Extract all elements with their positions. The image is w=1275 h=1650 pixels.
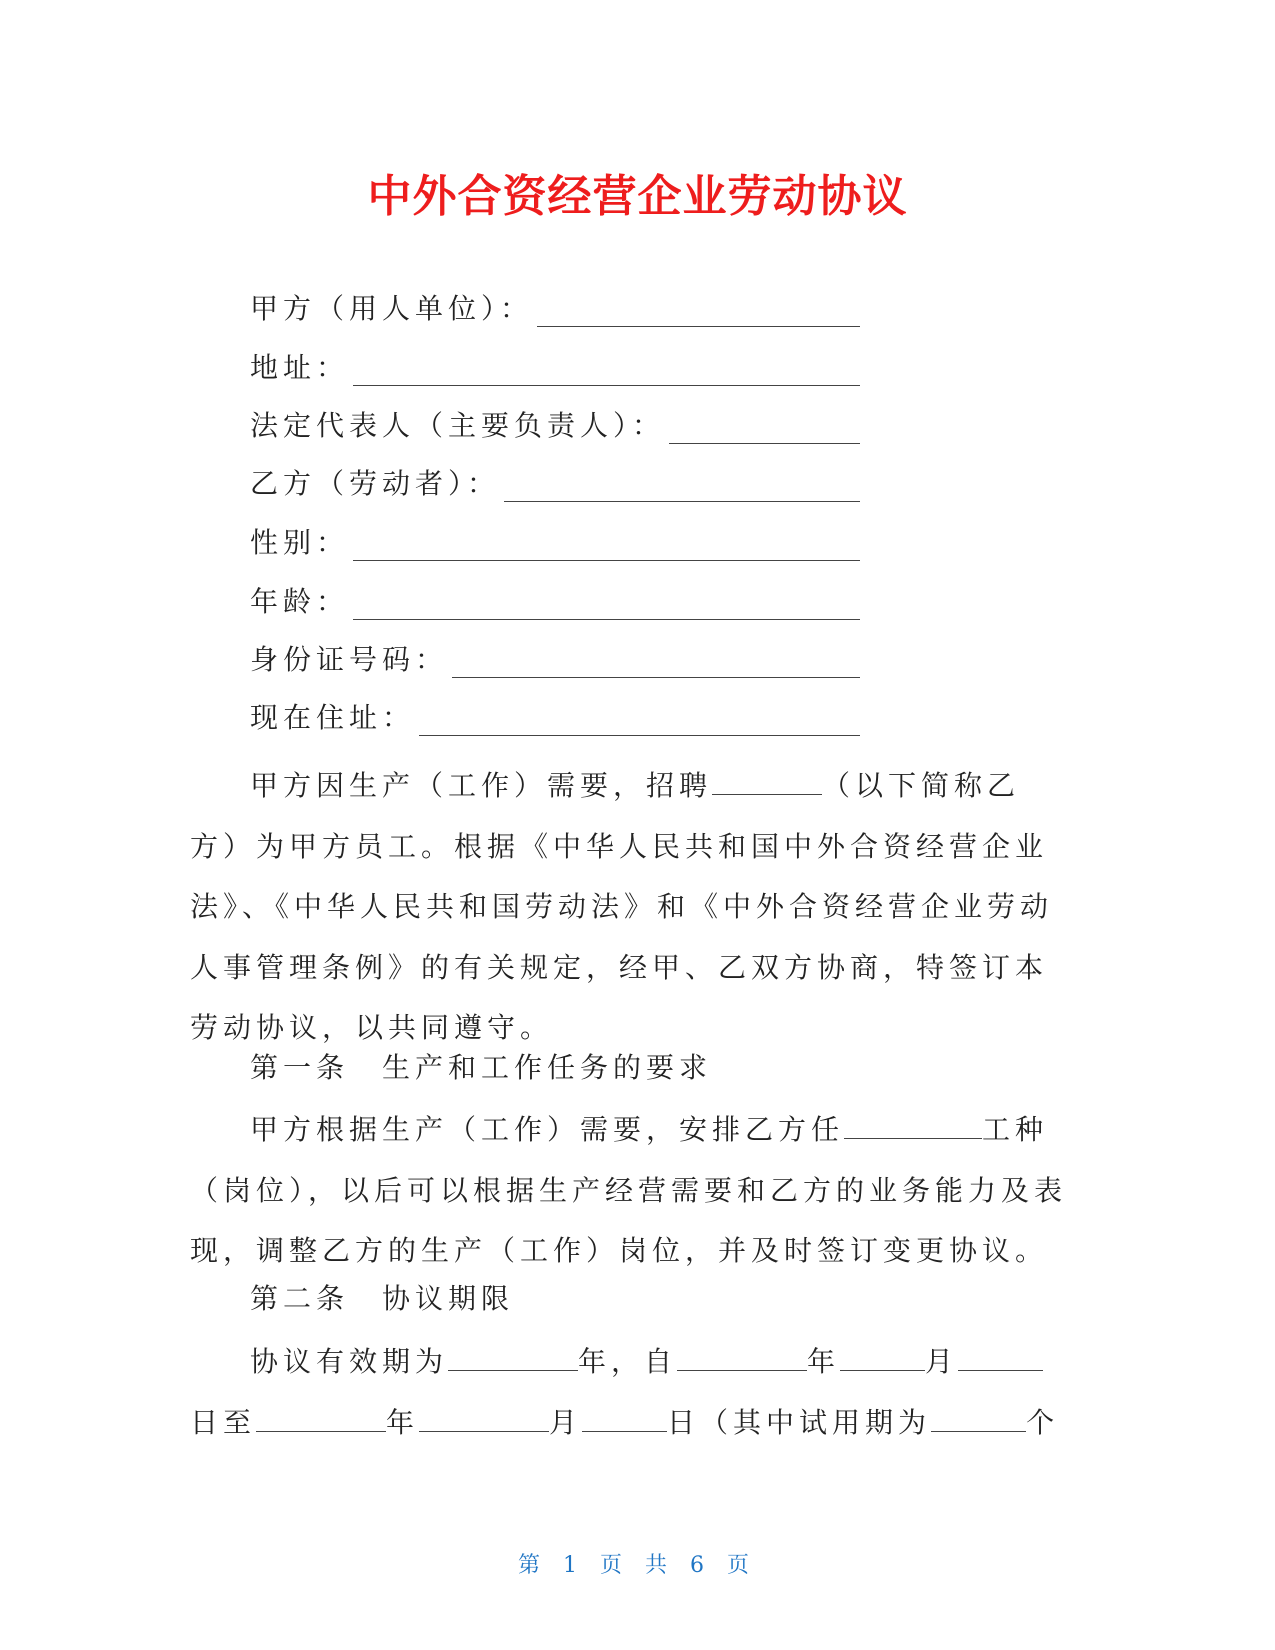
field-party-a bbox=[250, 287, 860, 327]
fill-in-blank bbox=[844, 1112, 982, 1139]
field-label: 性别： bbox=[250, 526, 350, 559]
fill-in-blank bbox=[452, 647, 860, 678]
article-2-text: 日至 bbox=[190, 1405, 257, 1439]
fill-in-blank bbox=[582, 1405, 667, 1432]
fill-in-blank bbox=[419, 1405, 549, 1432]
fill-in-blank bbox=[677, 1344, 807, 1371]
field-gender bbox=[250, 521, 860, 561]
article-2-text: 年 bbox=[807, 1345, 841, 1378]
intro-paragraph bbox=[190, 756, 1070, 1059]
field-legal-representative bbox=[250, 404, 860, 444]
field-age bbox=[250, 580, 860, 620]
article-2-text: 协议有效期为 bbox=[250, 1345, 449, 1378]
fill-in-blank bbox=[353, 530, 860, 561]
article-1-paragraph bbox=[190, 1100, 1070, 1282]
fill-in-blank bbox=[419, 705, 860, 736]
field-label: 甲方（用人单位）： bbox=[250, 292, 534, 325]
article-2-text: 年，自 bbox=[578, 1345, 678, 1378]
fill-in-blank bbox=[958, 1344, 1043, 1371]
field-party-b bbox=[250, 462, 860, 502]
field-label: 法定代表人（主要负责人）： bbox=[250, 409, 666, 442]
field-current-address bbox=[250, 696, 860, 736]
fill-in-blank bbox=[669, 413, 860, 444]
document-title: 中外合资经营企业劳动协议 bbox=[367, 171, 908, 222]
field-address bbox=[250, 346, 860, 386]
fill-in-blank bbox=[712, 768, 822, 795]
intro-text-1: 甲方因生产（工作）需要，招聘 bbox=[250, 769, 713, 802]
fill-in-blank bbox=[840, 1344, 925, 1371]
article-1-heading: 第一条 生产和工作任务的要求 bbox=[250, 1051, 713, 1084]
fill-in-blank bbox=[353, 589, 860, 620]
fill-in-blank bbox=[504, 471, 860, 502]
field-label: 地址： bbox=[250, 351, 350, 384]
field-label: 现在住址： bbox=[250, 701, 416, 734]
article-2-heading: 第二条 协议期限 bbox=[250, 1282, 515, 1315]
article-2-text: 月 bbox=[549, 1405, 583, 1439]
fill-in-blank bbox=[353, 355, 860, 386]
article-2-text: 个 bbox=[1026, 1405, 1060, 1439]
article-1-text-1: 甲方根据生产（工作）需要，安排乙方任 bbox=[250, 1113, 845, 1146]
fill-in-blank bbox=[256, 1405, 386, 1432]
article-2-paragraph bbox=[190, 1332, 1070, 1453]
article-2-text: 年 bbox=[386, 1405, 420, 1439]
field-label: 身份证号码： bbox=[250, 643, 449, 676]
fill-in-blank bbox=[931, 1405, 1026, 1432]
article-2-text: 日（其中试用期为 bbox=[667, 1405, 932, 1439]
intro-text-2: （以下简称乙方）为甲方员工。根据《中华人民共和国中外合资经营企业法》、《中华人民共和国劳动法》和《中外合资经营企业劳动人事管理条例》的有关规定，经甲、乙双方协商，特签订本劳动协议，以共同遵守。 bbox=[190, 769, 1054, 1044]
article-1-text-2: 工种（岗位），以后可以根据生产经营需要和乙方的业务能力及表现，调整乙方的生产（工作）岗位，并及时签订变更协议。 bbox=[190, 1113, 1068, 1267]
page-number: 第 1 页 共 6 页 bbox=[518, 1553, 757, 1578]
field-label: 乙方（劳动者）： bbox=[250, 467, 501, 500]
field-label: 年龄： bbox=[250, 585, 350, 618]
field-id-number bbox=[250, 638, 860, 678]
fill-in-blank bbox=[448, 1344, 578, 1371]
article-2-text: 月 bbox=[925, 1345, 959, 1378]
fill-in-blank bbox=[537, 296, 860, 327]
